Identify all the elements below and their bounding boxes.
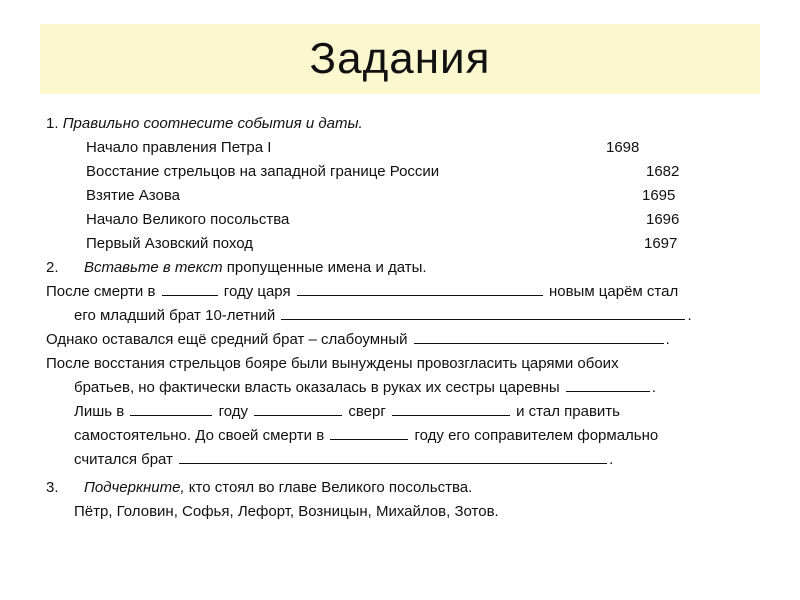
task1-header bbox=[46, 112, 758, 136]
task2-instruction-italic: Вставьте в текст bbox=[84, 259, 223, 276]
task2-number: 2. bbox=[46, 259, 59, 276]
task2-paragraph3-line5 bbox=[46, 448, 758, 472]
event-year: 1696 bbox=[646, 211, 680, 228]
task2-header bbox=[46, 256, 758, 280]
fill-blank[interactable] bbox=[281, 305, 685, 320]
text-fragment: самостоятельно. До своей смерти в bbox=[74, 427, 325, 444]
fill-blank[interactable] bbox=[130, 401, 212, 416]
event-row bbox=[46, 136, 758, 160]
text-fragment: году царя bbox=[223, 283, 291, 300]
event-row bbox=[46, 160, 758, 184]
task2-paragraph1-line1 bbox=[46, 280, 758, 304]
task2-paragraph1-line2 bbox=[46, 304, 758, 328]
task3-header bbox=[46, 476, 758, 500]
task3-number: 3. bbox=[46, 479, 59, 496]
task3-instruction-italic: Подчеркните, bbox=[84, 479, 185, 496]
event-label: Первый Азовский поход bbox=[86, 235, 253, 252]
task2-instruction-rest: пропущенные имена и даты. bbox=[222, 259, 427, 276]
event-label: Взятие Азова bbox=[86, 187, 180, 204]
text-fragment: . bbox=[651, 379, 657, 396]
task2-paragraph3-line3 bbox=[46, 400, 758, 424]
task3-instruction-rest: кто стоял во главе Великого посольства. bbox=[184, 479, 473, 496]
names-list: Пётр, Головин, Софья, Лефорт, Возницын, Михайлов, Зотов. bbox=[74, 503, 499, 520]
text-fragment: сверг bbox=[348, 403, 386, 420]
fill-blank[interactable] bbox=[392, 401, 510, 416]
fill-blank[interactable] bbox=[179, 449, 607, 464]
task2-paragraph3-line1 bbox=[46, 352, 758, 376]
text-fragment: Лишь в bbox=[74, 403, 125, 420]
text-fragment: новым царём стал bbox=[548, 283, 679, 300]
event-year: 1698 bbox=[606, 139, 640, 156]
tasks-content bbox=[46, 112, 758, 524]
event-label: Начало правления Петра I bbox=[86, 139, 272, 156]
task1-number: 1. bbox=[46, 115, 59, 132]
event-year: 1697 bbox=[644, 235, 678, 252]
text-fragment: году его соправителем формально bbox=[414, 427, 659, 444]
text-fragment: Однако оставался ещё средний брат – слабоумный bbox=[46, 331, 408, 348]
text-fragment: . bbox=[665, 331, 670, 348]
text-fragment: его младший брат 10-летний bbox=[74, 307, 276, 324]
task2-paragraph3-line4 bbox=[46, 424, 758, 448]
text-fragment: братьев, но фактически власть оказалась в руках их сестры царевны bbox=[74, 379, 560, 396]
text-fragment: и стал править bbox=[516, 403, 620, 420]
text-fragment: После смерти в bbox=[46, 283, 156, 300]
fill-blank[interactable] bbox=[414, 329, 664, 344]
text-fragment: году bbox=[218, 403, 248, 420]
event-label: Начало Великого посольства bbox=[86, 211, 290, 228]
page-title: Задания bbox=[309, 34, 491, 83]
task2-paragraph3-line2 bbox=[46, 376, 758, 400]
event-year: 1695 bbox=[642, 187, 676, 204]
fill-blank[interactable] bbox=[254, 401, 342, 416]
fill-blank[interactable] bbox=[566, 377, 650, 392]
title-banner bbox=[40, 24, 760, 94]
task2-paragraph2 bbox=[46, 328, 758, 352]
task1-instruction: Правильно соотнесите события и даты. bbox=[62, 115, 363, 132]
event-row bbox=[46, 184, 758, 208]
event-label: Восстание стрельцов на западной границе России bbox=[86, 163, 440, 180]
event-row bbox=[46, 232, 758, 256]
fill-blank[interactable] bbox=[297, 281, 543, 296]
task3-names bbox=[46, 500, 758, 524]
text-fragment: После восстания стрельцов бояре были вынуждены провозгласить царями обоих bbox=[46, 355, 619, 372]
event-year: 1682 bbox=[646, 163, 680, 180]
text-fragment: считался брат bbox=[74, 451, 173, 468]
text-fragment: . bbox=[687, 307, 692, 324]
fill-blank[interactable] bbox=[162, 281, 218, 296]
text-fragment: . bbox=[609, 451, 614, 468]
event-row bbox=[46, 208, 758, 232]
fill-blank[interactable] bbox=[330, 425, 408, 440]
